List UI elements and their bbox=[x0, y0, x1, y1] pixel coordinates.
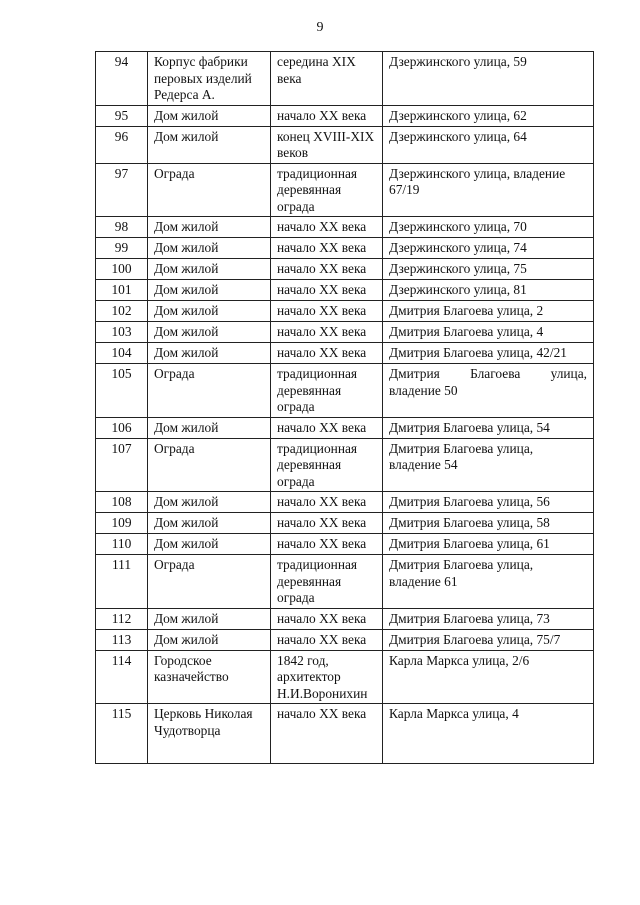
object-date-cell: середина XIX века bbox=[271, 52, 383, 106]
object-name-cell: Дом жилой bbox=[148, 105, 271, 126]
object-date-cell: начало XX века bbox=[271, 105, 383, 126]
table-row bbox=[96, 105, 594, 126]
object-date-cell: начало XX века bbox=[271, 417, 383, 438]
table-body bbox=[96, 52, 594, 764]
row-number-cell: 109 bbox=[96, 513, 148, 534]
row-number-cell: 106 bbox=[96, 417, 148, 438]
object-address-cell: Дмитрия Благоева улица, 2 bbox=[383, 301, 594, 322]
object-address-cell: Дмитрия Благоева улица, 58 bbox=[383, 513, 594, 534]
object-name-cell: Дом жилой bbox=[148, 534, 271, 555]
table-row bbox=[96, 438, 594, 492]
object-date-cell: начало XX века bbox=[271, 238, 383, 259]
object-address-cell: Дмитрия Благоева улица, 54 bbox=[383, 417, 594, 438]
row-number-cell: 110 bbox=[96, 534, 148, 555]
object-date-cell: начало XX века bbox=[271, 301, 383, 322]
object-date-cell: конец XVIII-XIX веков bbox=[271, 126, 383, 163]
table-row bbox=[96, 259, 594, 280]
row-number-cell: 112 bbox=[96, 608, 148, 629]
object-address-cell: Дзержинского улица, 75 bbox=[383, 259, 594, 280]
table-row bbox=[96, 650, 594, 704]
object-date-cell: начало XX века bbox=[271, 513, 383, 534]
object-date-cell: традиционная деревянная ограда bbox=[271, 438, 383, 492]
object-date-cell: традиционная деревянная ограда bbox=[271, 163, 383, 217]
table-row bbox=[96, 364, 594, 418]
object-name-cell: Ограда bbox=[148, 555, 271, 609]
object-name-cell: Городское казначейство bbox=[148, 650, 271, 704]
object-address-cell: Дзержинского улица, 64 bbox=[383, 126, 594, 163]
object-date-cell: начало XX века bbox=[271, 629, 383, 650]
table-row bbox=[96, 217, 594, 238]
row-number-cell: 102 bbox=[96, 301, 148, 322]
table-row bbox=[96, 126, 594, 163]
table-row bbox=[96, 492, 594, 513]
object-name-cell: Корпус фабрики перовых изделий Редерса А. bbox=[148, 52, 271, 106]
object-address-cell: Дзержинского улица, 74 bbox=[383, 238, 594, 259]
object-name-cell: Дом жилой bbox=[148, 322, 271, 343]
object-address-cell: Дмитрия Благоева улица, 56 bbox=[383, 492, 594, 513]
row-number-cell: 94 bbox=[96, 52, 148, 106]
object-date-cell: традиционная деревянная ограда bbox=[271, 364, 383, 418]
object-date-cell: начало XX века bbox=[271, 534, 383, 555]
object-name-cell: Дом жилой bbox=[148, 238, 271, 259]
row-number-cell: 95 bbox=[96, 105, 148, 126]
table-row bbox=[96, 238, 594, 259]
table-row bbox=[96, 534, 594, 555]
object-name-cell: Дом жилой bbox=[148, 513, 271, 534]
object-address-cell: Дзержинского улица, 59 bbox=[383, 52, 594, 106]
object-date-cell: начало XX века bbox=[271, 259, 383, 280]
object-name-cell: Дом жилой bbox=[148, 629, 271, 650]
row-number-cell: 108 bbox=[96, 492, 148, 513]
object-name-cell: Дом жилой bbox=[148, 417, 271, 438]
table-row bbox=[96, 280, 594, 301]
object-name-cell: Дом жилой bbox=[148, 343, 271, 364]
table-row bbox=[96, 322, 594, 343]
object-name-cell: Ограда bbox=[148, 364, 271, 418]
object-date-cell: начало XX века bbox=[271, 280, 383, 301]
table-row bbox=[96, 629, 594, 650]
object-name-cell: Дом жилой bbox=[148, 608, 271, 629]
object-name-cell: Дом жилой bbox=[148, 280, 271, 301]
object-name-cell: Дом жилой bbox=[148, 217, 271, 238]
object-date-cell: 1842 год, архитектор Н.И.Воронихин bbox=[271, 650, 383, 704]
object-name-cell: Дом жилой bbox=[148, 126, 271, 163]
table-row bbox=[96, 704, 594, 764]
object-date-cell: начало XX века bbox=[271, 492, 383, 513]
object-address-cell: Дзержинского улица, 62 bbox=[383, 105, 594, 126]
object-address-cell: Карла Маркса улица, 2/6 bbox=[383, 650, 594, 704]
object-date-cell: начало XX века bbox=[271, 217, 383, 238]
object-name-cell: Дом жилой bbox=[148, 492, 271, 513]
object-name-cell: Дом жилой bbox=[148, 259, 271, 280]
row-number-cell: 101 bbox=[96, 280, 148, 301]
object-address-cell: Дзержинского улица, 70 bbox=[383, 217, 594, 238]
row-number-cell: 100 bbox=[96, 259, 148, 280]
object-address-cell: Дмитрия Благоева улица, 4 bbox=[383, 322, 594, 343]
table-row bbox=[96, 52, 594, 106]
object-address-cell: Дмитрия Благоева улица, 61 bbox=[383, 534, 594, 555]
object-address-cell: Дзержинского улица, 81 bbox=[383, 280, 594, 301]
row-number-cell: 105 bbox=[96, 364, 148, 418]
table-row bbox=[96, 513, 594, 534]
object-address-cell: Дзержинского улица, владение 67/19 bbox=[383, 163, 594, 217]
object-date-cell: начало XX века bbox=[271, 343, 383, 364]
table-row bbox=[96, 301, 594, 322]
row-number-cell: 97 bbox=[96, 163, 148, 217]
row-number-cell: 104 bbox=[96, 343, 148, 364]
row-number-cell: 96 bbox=[96, 126, 148, 163]
object-name-cell: Ограда bbox=[148, 438, 271, 492]
table-row bbox=[96, 163, 594, 217]
row-number-cell: 98 bbox=[96, 217, 148, 238]
object-address-cell: Дмитрия Благоева улица, владение 54 bbox=[383, 438, 594, 492]
object-date-cell: начало XX века bbox=[271, 322, 383, 343]
object-address-cell: Карла Маркса улица, 4 bbox=[383, 704, 594, 764]
object-date-cell: начало XX века bbox=[271, 608, 383, 629]
object-name-cell: Дом жилой bbox=[148, 301, 271, 322]
row-number-cell: 107 bbox=[96, 438, 148, 492]
row-number-cell: 111 bbox=[96, 555, 148, 609]
page-number: 9 bbox=[316, 20, 324, 35]
table-row bbox=[96, 608, 594, 629]
row-number-cell: 115 bbox=[96, 704, 148, 764]
object-address-cell: Дмитрия Благоева улица, 75/7 bbox=[383, 629, 594, 650]
object-address-cell: Дмитрия Благоева улица, владение 50 bbox=[383, 364, 594, 418]
object-date-cell: традиционная деревянная ограда bbox=[271, 555, 383, 609]
object-address-cell: Дмитрия Благоева улица, 73 bbox=[383, 608, 594, 629]
heritage-objects-table bbox=[95, 51, 594, 764]
object-date-cell: начало XX века bbox=[271, 704, 383, 764]
object-name-cell: Церковь Николая Чудотворца bbox=[148, 704, 271, 764]
table-row bbox=[96, 555, 594, 609]
table-row bbox=[96, 343, 594, 364]
table-row bbox=[96, 417, 594, 438]
object-name-cell: Ограда bbox=[148, 163, 271, 217]
row-number-cell: 113 bbox=[96, 629, 148, 650]
row-number-cell: 99 bbox=[96, 238, 148, 259]
object-address-cell: Дмитрия Благоева улица, 42/21 bbox=[383, 343, 594, 364]
row-number-cell: 103 bbox=[96, 322, 148, 343]
row-number-cell: 114 bbox=[96, 650, 148, 704]
object-address-cell: Дмитрия Благоева улица, владение 61 bbox=[383, 555, 594, 609]
